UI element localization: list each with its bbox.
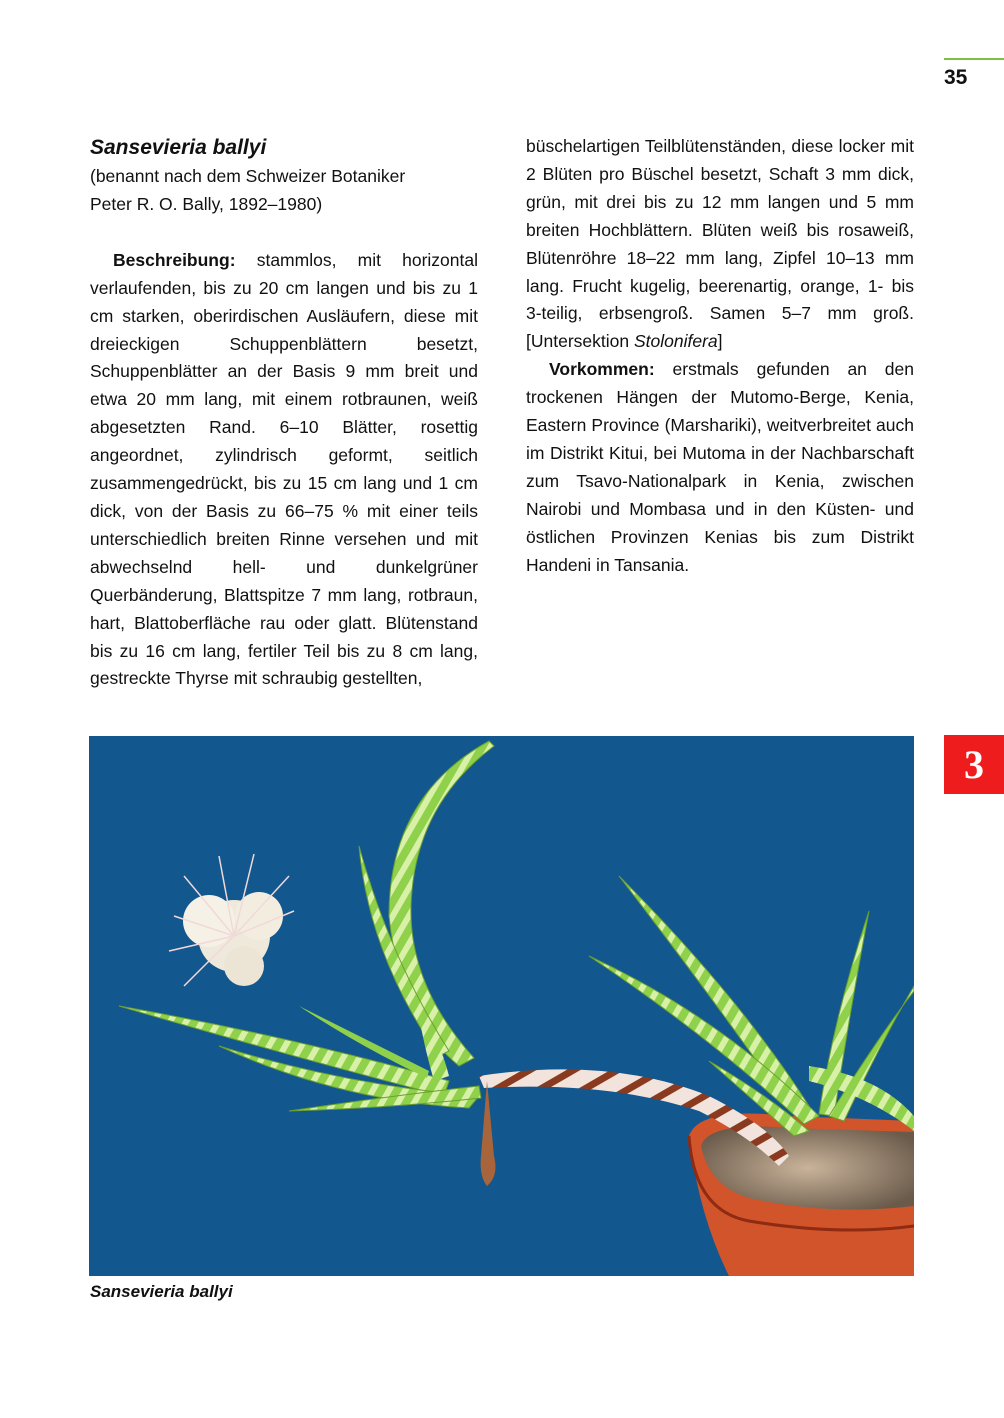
text-column-right [526, 133, 914, 580]
chapter-tab: 3 [944, 735, 1004, 794]
subsection-close: ] [717, 331, 723, 352]
flower-cluster [169, 854, 294, 986]
right-rosette [589, 876, 914, 1136]
species-title: Sansevieria ballyi [90, 136, 267, 159]
etymology-line-2: Peter R. O. Bally, 1892–1980) [90, 193, 323, 214]
plant-illustration [89, 736, 914, 1276]
header-rule [944, 58, 1004, 60]
stolon-root [481, 1081, 496, 1186]
description-continued [526, 133, 914, 356]
plant-photo [89, 736, 914, 1276]
description-label: Beschreibung: [113, 249, 236, 270]
figure-caption: Sansevieria ballyi [90, 1282, 233, 1301]
left-rosette [119, 741, 494, 1111]
flower-pot [689, 1114, 914, 1277]
occurrence-paragraph [526, 356, 914, 579]
occurrence-label: Vorkommen: [549, 359, 655, 380]
text-column-left [90, 133, 478, 693]
occurrence-text: erstmals gefunden an den trockenen Hängen der Mutomo-Berge, Kenia, Eastern Province (Marshariki), weitverbreitet auch im Distrikt Kitui, bei Mutoma in der Nachbarschaft zum Tsavo-Nationalpark in Kenia, zwischen Nairobi und Mombasa und in den Küsten- und östlichen Provinzen Kenias bis zum Distrikt Handeni in Tansania. [526, 359, 914, 575]
description-paragraph [90, 247, 478, 694]
description-text: stammlos, mit horizontal verlaufenden, bis zu 20 cm langen und bis zu 1 cm starken, oberirdischen Ausläufern, diese mit dreieckigen Schuppenblättern besetzt, Schuppenblätter an der Basis 9 mm breit und etwa 20 mm lang, mit einem rotbraunen, weiß abgesetzten Rand. 6–10 Blätter, rosettig angeordnet, zylindrisch geformt, seitlich zusammengedrückt, bis zu 15 cm lang und 1 cm dick, von der Basis zu 66–75 % mit einer teils unterschiedlich breiten Rinne versehen und mit abwechselnd hell- und dunkelgrüner Querbänderung, Blattspitze 7 mm lang, rotbraun, hart, Blattoberfläche rau oder glatt. Blütenstand bis zu 16 cm lang, fertiler Teil bis zu 8 cm lang, gestreckte Thyrse mit schraubig gestellten, [90, 249, 478, 689]
description-text-continued: büschelartigen Teilblütenständen, diese locker mit 2 Blüten pro Büschel besetzt, Schaft 3 mm dick, grün, mit drei bis zu 12 mm langen und 5 mm breiten Hochblättern. Blüten weiß bis rosaweiß, Blütenröhre 18–22 mm lang, Zipfel 10–13 mm lang. Frucht kugelig, beerenartig, orange, 1- bis 3-teilig, erbsengroß. Samen 5–7 mm groß. [Untersektion [526, 136, 914, 352]
page-number: 35 [944, 66, 968, 89]
subsection-name: Stolonifera [633, 331, 718, 352]
etymology-line-1: (benannt nach dem Schweizer Botaniker [90, 166, 406, 186]
